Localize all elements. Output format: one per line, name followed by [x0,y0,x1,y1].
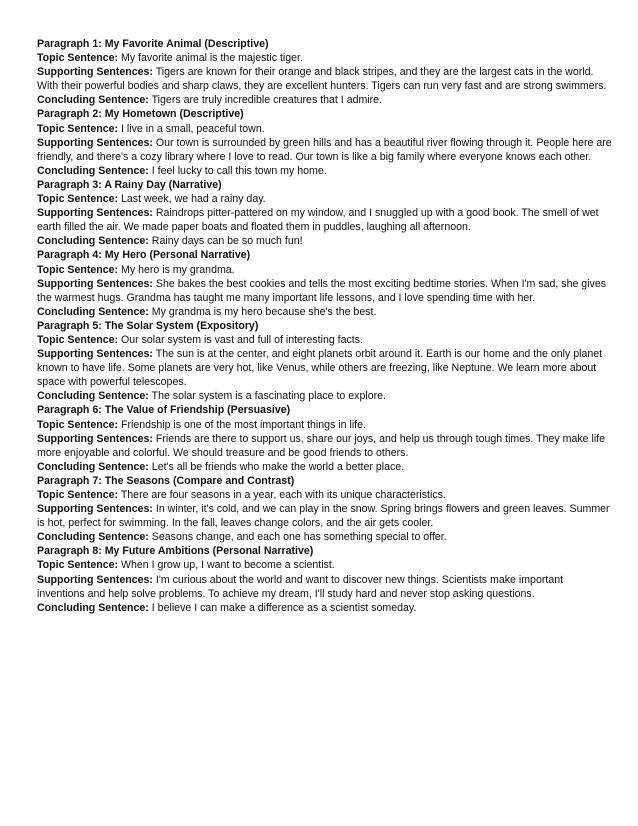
concluding-sentence-label: Concluding Sentence: [37,390,149,403]
paragraph-block [37,319,612,404]
concluding-sentence-line [37,530,612,544]
concluding-sentence-label: Concluding Sentence: [37,460,149,473]
paragraph-heading: Paragraph 1: My Favorite Animal (Descriptive) [37,38,269,50]
supporting-sentences-line [37,277,612,305]
supporting-sentences-text: Tigers are known for their orange and black stripes, and they are the largest cats in the world. With their powerful bodies and sharp claws, they are excellent hunters. Tigers can run very fast and are strong swimmers. [37,66,607,93]
topic-sentence-label: Topic Sentence: [37,489,119,501]
concluding-sentence-text: My grandma is my hero because she's the best. [151,305,377,318]
topic-sentence-label: Topic Sentence: [37,122,119,135]
supporting-sentences-line [37,502,612,530]
paragraph-heading: Paragraph 2: My Hometown (Descriptive) [37,108,244,121]
topic-sentence-line [37,192,612,206]
supporting-sentences-line [37,136,612,164]
concluding-sentence-line [37,93,612,107]
paragraph-block [37,107,612,177]
concluding-sentence-label: Concluding Sentence: [37,601,149,614]
paragraph-heading: Paragraph 3: A Rainy Day (Narrative) [37,178,222,191]
concluding-sentence-line [37,601,612,615]
topic-sentence-label: Topic Sentence: [37,418,119,431]
supporting-sentences-label: Supporting Sentences: [37,432,153,445]
supporting-sentences-text: Our town is surrounded by green hills and has a beautiful river flowing through it. People here are friendly, and there's a cozy library where I love to read. Our town is like a big family where everyone knows each other. [37,136,612,163]
concluding-sentence-line [37,234,612,248]
topic-sentence-line [37,263,612,277]
paragraph-heading: Paragraph 4: My Hero (Personal Narrative) [37,249,251,262]
supporting-sentences-line [37,347,612,389]
supporting-sentences-label: Supporting Sentences: [37,207,153,220]
concluding-sentence-text: Tigers are truly incredible creatures that I admire. [151,94,383,107]
paragraph-heading: Paragraph 8: My Future Ambitions (Personal Narrative) [37,545,314,558]
concluding-sentence-label: Concluding Sentence: [37,94,149,107]
topic-sentence-line [37,418,612,432]
paragraph-block [37,248,612,318]
concluding-sentence-label: Concluding Sentence: [37,531,149,544]
topic-sentence-line [37,51,612,65]
topic-sentence-text: Friendship is one of the most important things in life. [121,418,366,431]
supporting-sentences-text: The sun is at the center, and eight planets orbit around it. Earth is our home and the only planet known to have life. Some planets are very hot, like Venus, while others are freezing, like Neptune. We learn more about space with powerful telescopes. [37,348,603,389]
supporting-sentences-line [37,432,612,460]
paragraph-heading: Paragraph 5: The Solar System (Expository) [37,319,259,332]
topic-sentence-text: My hero is my grandma. [121,263,235,276]
paragraph-block [37,403,612,473]
concluding-sentence-line [37,389,612,403]
topic-sentence-text: When I grow up, I want to become a scientist. [121,559,335,572]
concluding-sentence-text: Let's all be friends who make the world a better place. [151,460,405,473]
concluding-sentence-text: Rainy days can be so much fun! [151,235,303,248]
topic-sentence-text: Our solar system is vast and full of interesting facts. [121,333,363,346]
paragraph-block [37,474,612,544]
supporting-sentences-label: Supporting Sentences: [37,66,153,79]
paragraph-block [37,37,612,107]
supporting-sentences-text: In winter, it's cold, and we can play in the snow. Spring brings flowers and green leaves. Summer is hot, perfect for swimming. In the fall, leaves change colors, and the air gets cooler. [37,503,610,530]
paragraph-block [37,178,612,248]
supporting-sentences-text: Friends are there to support us, share our joys, and help us through tough times. They make life more enjoyable and colorful. We should treasure and be good friends to others. [37,432,606,459]
topic-sentence-label: Topic Sentence: [37,263,119,276]
concluding-sentence-label: Concluding Sentence: [37,164,149,177]
concluding-sentence-line [37,460,612,474]
topic-sentence-label: Topic Sentence: [37,333,119,346]
topic-sentence-line [37,558,612,572]
concluding-sentence-text: The solar system is a fascinating place to explore. [151,390,386,403]
supporting-sentences-label: Supporting Sentences: [37,277,153,290]
topic-sentence-label: Topic Sentence: [37,193,119,206]
supporting-sentences-label: Supporting Sentences: [37,573,153,586]
topic-sentence-text: Last week, we had a rainy day. [121,193,266,206]
paragraph-block [37,544,612,614]
concluding-sentence-text: Seasons change, and each one has something special to offer. [151,531,447,544]
supporting-sentences-text: Raindrops pitter-pattered on my window, and I snuggled up with a good book. The smell of wet earth filled the air. We made paper boats and floated them in puddles, laughing all afternoon. [37,207,599,234]
concluding-sentence-text: I believe I can make a difference as a scientist someday. [151,601,417,614]
paragraph-heading: Paragraph 6: The Value of Friendship (Persuasive) [37,404,291,417]
topic-sentence-line [37,488,612,502]
concluding-sentence-text: I feel lucky to call this town my home. [151,164,327,177]
topic-sentence-line [37,333,612,347]
supporting-sentences-label: Supporting Sentences: [37,348,153,361]
concluding-sentence-line [37,305,612,319]
concluding-sentence-line [37,164,612,178]
topic-sentence-text: My favorite animal is the majestic tiger. [121,52,303,65]
supporting-sentences-text: She bakes the best cookies and tells the most exciting bedtime stories. When I'm sad, she gives the warmest hugs. Grandma has taught me many important life lessons, and I love spending time with her. [37,277,607,304]
concluding-sentence-label: Concluding Sentence: [37,305,149,318]
supporting-sentences-label: Supporting Sentences: [37,503,153,516]
supporting-sentences-text: I'm curious about the world and want to discover new things. Scientists make important inventions and help solve problems. To achieve my dream, I'll study hard and never stop asking questions. [37,573,564,600]
topic-sentence-label: Topic Sentence: [37,559,119,572]
topic-sentence-text: I live in a small, peaceful town. [121,122,265,135]
topic-sentence-text: There are four seasons in a year, each with its unique characteristics. [120,489,446,501]
paragraph-heading: Paragraph 7: The Seasons (Compare and Contrast) [37,474,295,487]
topic-sentence-label: Topic Sentence: [37,52,119,65]
concluding-sentence-label: Concluding Sentence: [37,235,149,248]
topic-sentence-line [37,122,612,136]
supporting-sentences-line [37,65,612,93]
supporting-sentences-label: Supporting Sentences: [37,136,153,149]
supporting-sentences-line [37,573,612,601]
supporting-sentences-line [37,206,612,234]
